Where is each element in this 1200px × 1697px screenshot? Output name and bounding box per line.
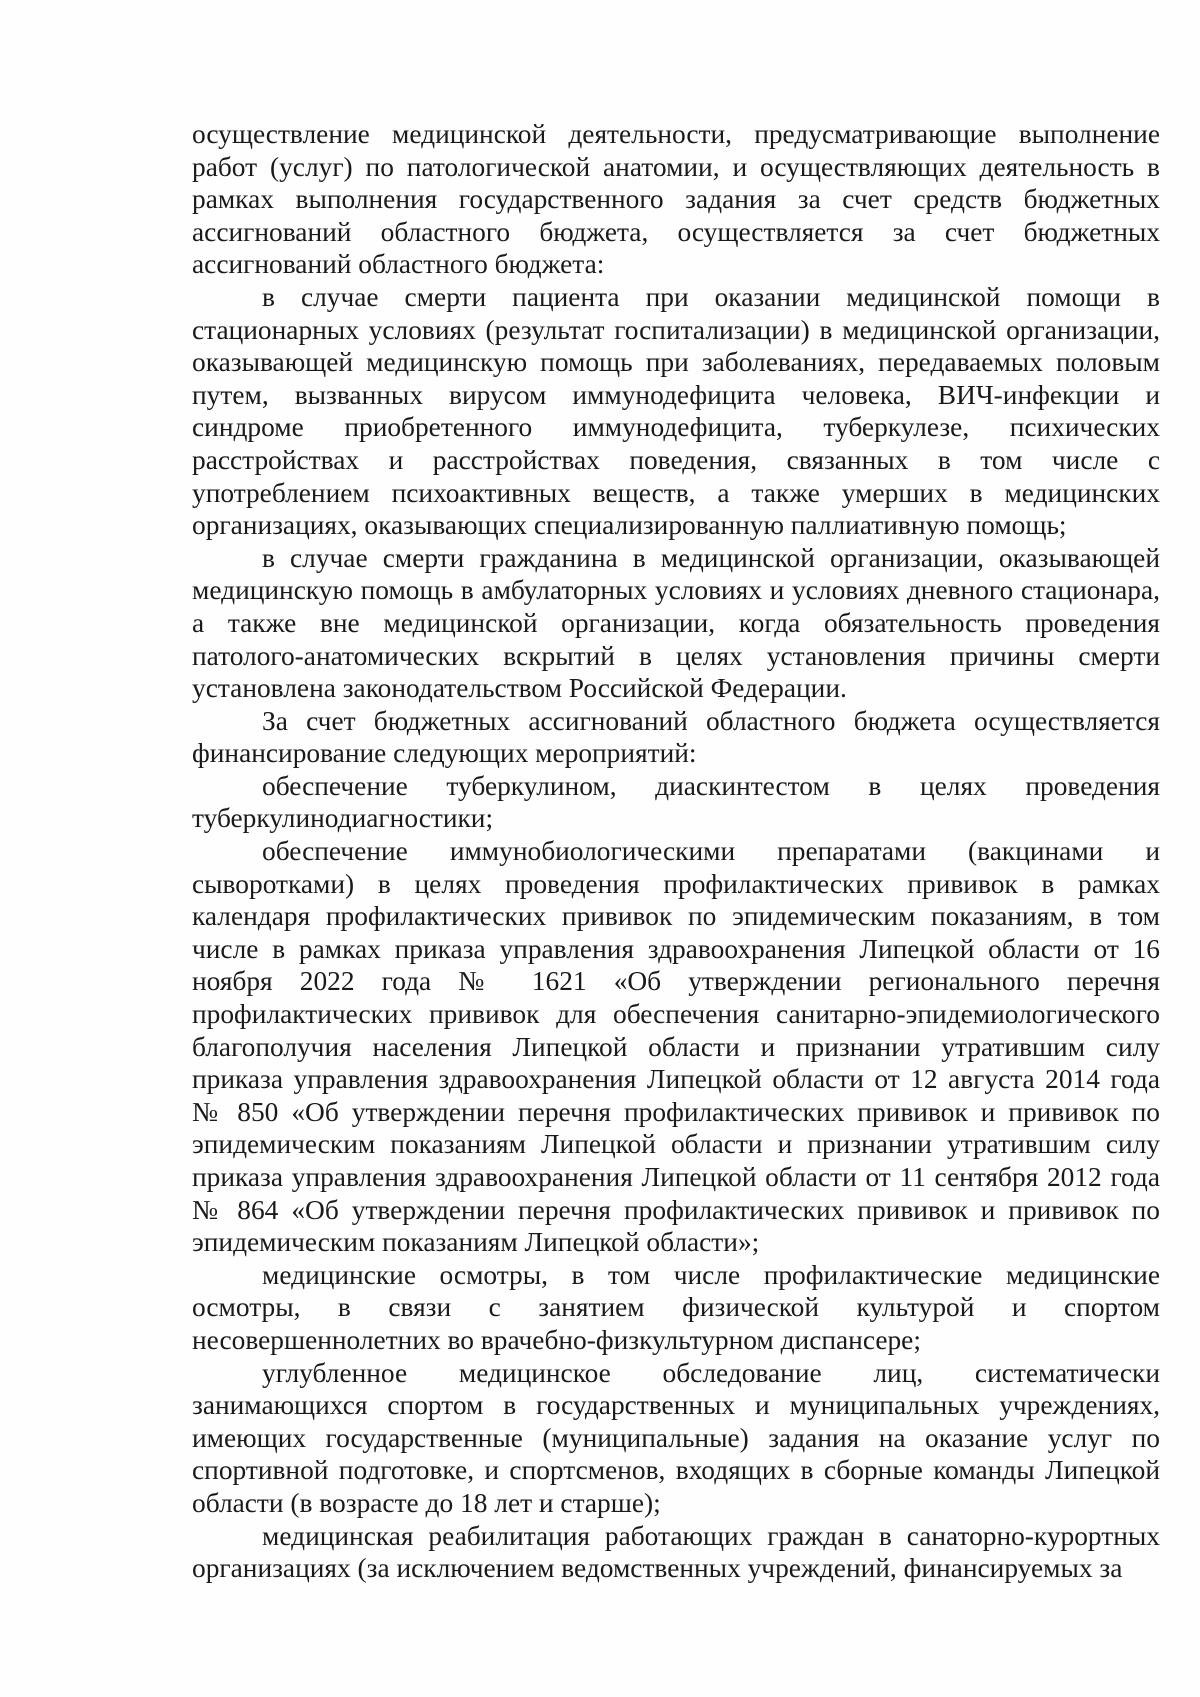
paragraph-medical-exams: медицинские осмотры, в том числе профилактические медицинские осмотры, в связи с занятием физической культурой и спортом несовершеннолетних во врачебно-физкультурном диспансере; (192, 1259, 1160, 1355)
paragraph-citizen-death: в случае смерти гражданина в медицинской организации, оказывающей медицинскую помощь в амбулаторных условиях и условиях дневного стационара, а также вне медицинской организации, когда обязательность проведения патолого-анатомических вскрытий в целях установления причины смерти установлена законодательством Российской Федерации. (192, 542, 1160, 704)
paragraph-rehabilitation: медицинская реабилитация работающих граждан в санаторно-курортных организациях (за исключением ведомственных учреждений, финансируемых за (192, 1520, 1160, 1584)
paragraph-funding-intro: За счет бюджетных ассигнований областного бюджета осуществляется финансирование следующих мероприятий: (192, 705, 1160, 769)
paragraph-immunobiological: обеспечение иммунобиологическими препаратами (вакцинами и сыворотками) в целях проведения профилактических прививок в рамках календаря профилактических прививок по эпидемическим показаниям, в том числе в рамках приказа управления здравоохранения Липецкой области от 16 ноября 2022 года № 1621 «Об утверждении регионального перечня профилактических прививок для обеспечения санитарно-эпидемиологического благополучия населения Липецкой области и признании утратившим силу приказа управления здравоохранения Липецкой области от 12 августа 2014 года № 850 «Об утверждении перечня профилактических прививок и прививок по эпидемическим показаниям Липецкой области и признании утратившим силу приказа управления здравоохранения Липецкой области от 11 сентября 2012 года № 864 «Об утверждении перечня профилактических прививок и прививок по эпидемическим показаниям Липецкой области»; (192, 836, 1160, 1258)
paragraph-continuation: осуществление медицинской деятельности, предусматривающие выполнение работ (услуг) по патологической анатомии, и осуществляющих деятельность в рамках выполнения государственного задания за счет средств бюджетных ассигнований областного бюджета, осуществляется за счет бюджетных ассигнований областного бюджета: (192, 119, 1160, 280)
paragraph-patient-death: в случае смерти пациента при оказании медицинской помощи в стационарных условиях (результат госпитализации) в медицинской организации, оказывающей медицинскую помощь при заболеваниях, передаваемых половым путем, вызванных вирусом иммунодефицита человека, ВИЧ-инфекции и синдроме приобретенного иммунодефицита, туберкулезе, психических расстройствах и расстройствах поведения, связанных в том числе с употреблением психоактивных веществ, а также умерших в медицинских организациях, оказывающих специализированную паллиативную помощь; (192, 281, 1160, 541)
paragraph-tuberculin: обеспечение туберкулином, диаскинтестом в целях проведения туберкулинодиагностики; (192, 770, 1160, 834)
document-body (192, 118, 1160, 1585)
paragraph-in-depth-exam: углубленное медицинское обследование лиц, систематически занимающихся спортом в государственных и муниципальных учреждениях, имеющих государственные (муниципальные) задания на оказание услуг по спортивной подготовке, и спортсменов, входящих в сборные команды Липецкой области (в возрасте до 18 лет и старше); (192, 1357, 1160, 1518)
